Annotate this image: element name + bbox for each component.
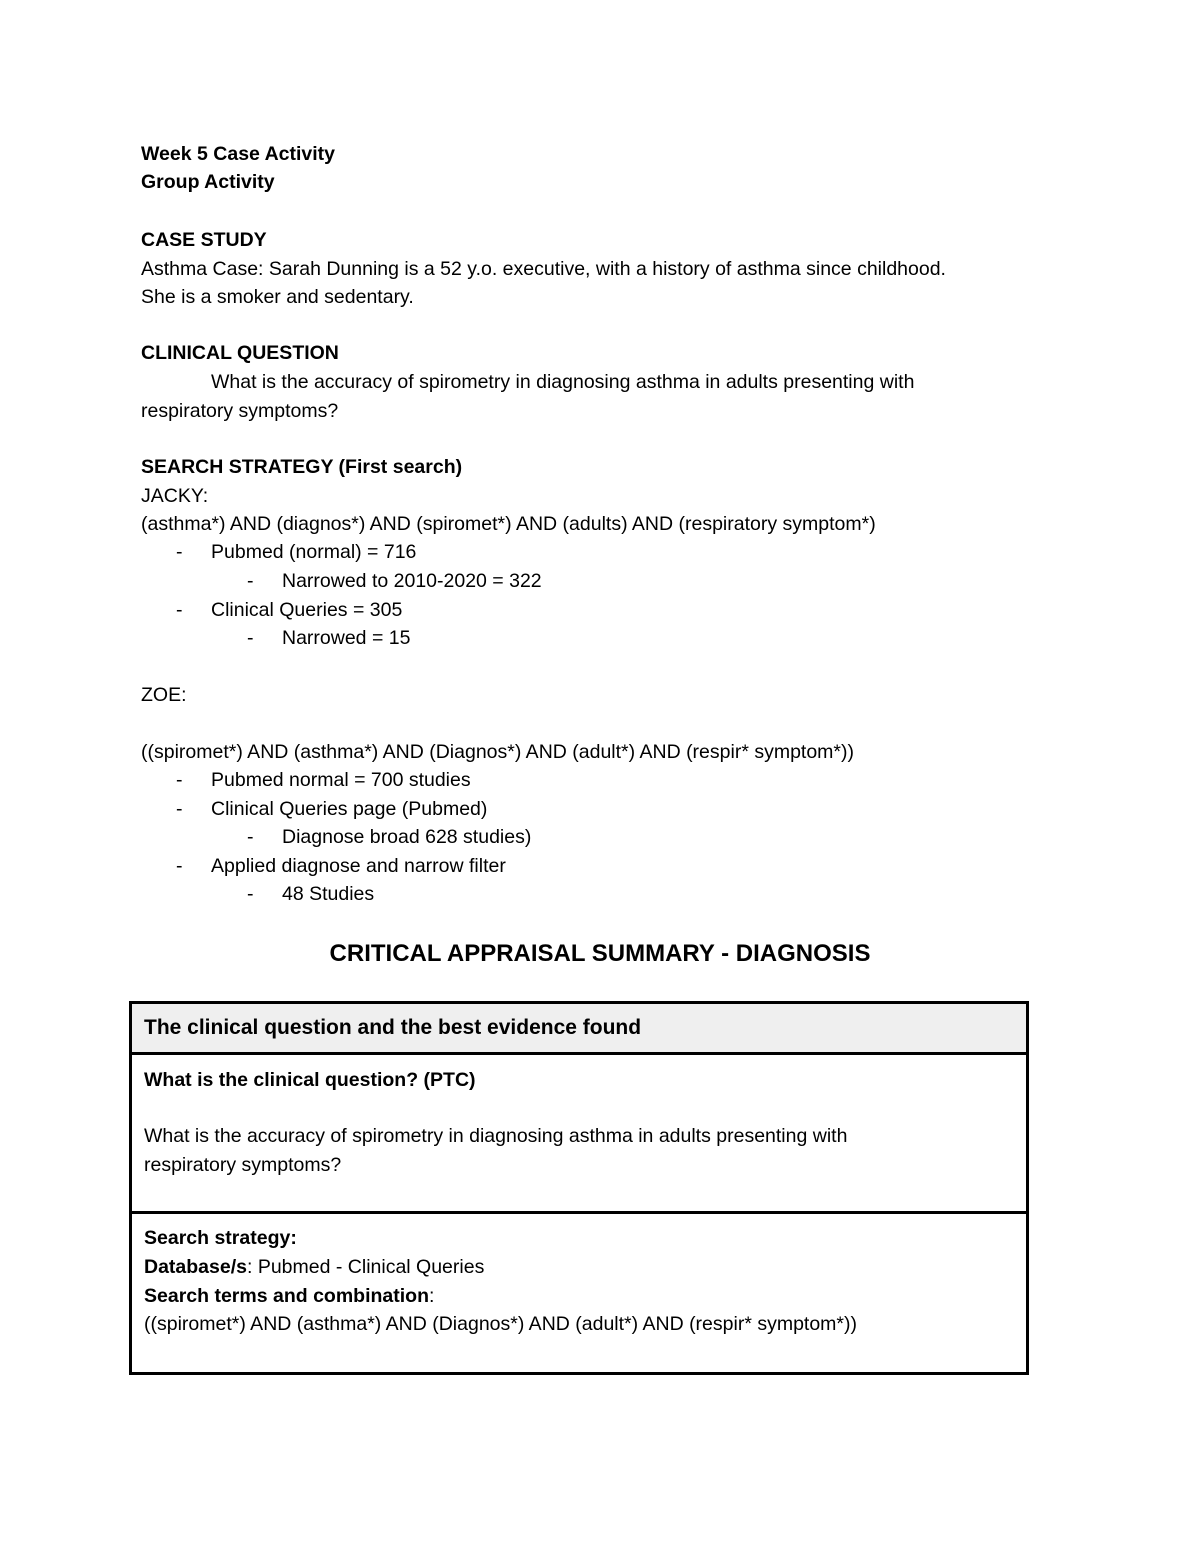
appraisal-title: CRITICAL APPRAISAL SUMMARY - DIAGNOSIS xyxy=(329,940,871,967)
case-study-heading: CASE STUDY xyxy=(141,229,267,251)
group-activity-title: Group Activity xyxy=(141,171,275,193)
zoe-item-3: Applied diagnose and narrow filter xyxy=(211,855,506,877)
zoe-item-3-sub: 48 Studies xyxy=(282,883,375,905)
question-line-1: What is the accuracy of spirometry in diagnosing asthma in adults presenting with xyxy=(144,1125,848,1147)
zoe-item-1: Pubmed normal = 700 studies xyxy=(211,769,471,791)
search-strategy-heading: SEARCH STRATEGY (First search) xyxy=(141,456,463,478)
case-study-line-1: Asthma Case: Sarah Dunning is a 52 y.o. executive, with a history of asthma since childhood. xyxy=(141,258,946,280)
case-study-line-2: She is a smoker and sedentary. xyxy=(141,286,414,308)
terms-value: ((spiromet*) AND (asthma*) AND (Diagnos*) AND (adult*) AND (respir* symptom*)) xyxy=(144,1313,857,1335)
terms-colon: : xyxy=(429,1285,435,1307)
question-line-2: respiratory symptoms? xyxy=(144,1154,342,1176)
table-header-row xyxy=(132,1004,1026,1055)
clinical-question-row xyxy=(132,1055,1026,1214)
strategy-label: Search strategy: xyxy=(144,1227,297,1249)
list-bullet: - xyxy=(247,883,254,905)
database-line xyxy=(144,1255,484,1279)
list-bullet: - xyxy=(247,570,254,592)
week-title: Week 5 Case Activity xyxy=(141,143,336,165)
list-bullet: - xyxy=(176,769,183,791)
zoe-label: ZOE: xyxy=(141,684,187,706)
zoe-query: ((spiromet*) AND (asthma*) AND (Diagnos*) AND (adult*) AND (respir* symptom*)) xyxy=(141,741,854,763)
zoe-item-2: Clinical Queries page (Pubmed) xyxy=(211,798,488,820)
clinical-question-heading: CLINICAL QUESTION xyxy=(141,342,339,364)
jacky-item-1-sub: Narrowed to 2010-2020 = 322 xyxy=(282,570,542,592)
zoe-item-2-sub: Diagnose broad 628 studies) xyxy=(282,826,532,848)
database-value: : Pubmed - Clinical Queries xyxy=(246,1256,485,1278)
jacky-query: (asthma*) AND (diagnos*) AND (spiromet*) AND (adults) AND (respiratory symptom*) xyxy=(141,513,876,535)
list-bullet: - xyxy=(176,798,183,820)
list-bullet: - xyxy=(176,541,183,563)
terms-line xyxy=(144,1284,434,1308)
jacky-item-2-sub: Narrowed = 15 xyxy=(282,627,411,649)
list-bullet: - xyxy=(176,599,183,621)
terms-label: Search terms and combination xyxy=(144,1285,429,1307)
clinical-question-line-1: What is the accuracy of spirometry in diagnosing asthma in adults presenting with xyxy=(211,371,915,393)
jacky-label: JACKY: xyxy=(141,485,209,507)
appraisal-table xyxy=(129,1001,1029,1375)
database-label: Database/s xyxy=(144,1256,247,1278)
jacky-item-1: Pubmed (normal) = 716 xyxy=(211,541,417,563)
search-strategy-row xyxy=(132,1214,1026,1372)
list-bullet: - xyxy=(176,855,183,877)
clinical-question-line-2: respiratory symptoms? xyxy=(141,400,339,422)
jacky-item-2: Clinical Queries = 305 xyxy=(211,599,403,621)
list-bullet: - xyxy=(247,826,254,848)
list-bullet: - xyxy=(247,627,254,649)
table-header-text: The clinical question and the best evidence found xyxy=(144,1016,642,1039)
question-label: What is the clinical question? (PTC) xyxy=(144,1069,476,1091)
